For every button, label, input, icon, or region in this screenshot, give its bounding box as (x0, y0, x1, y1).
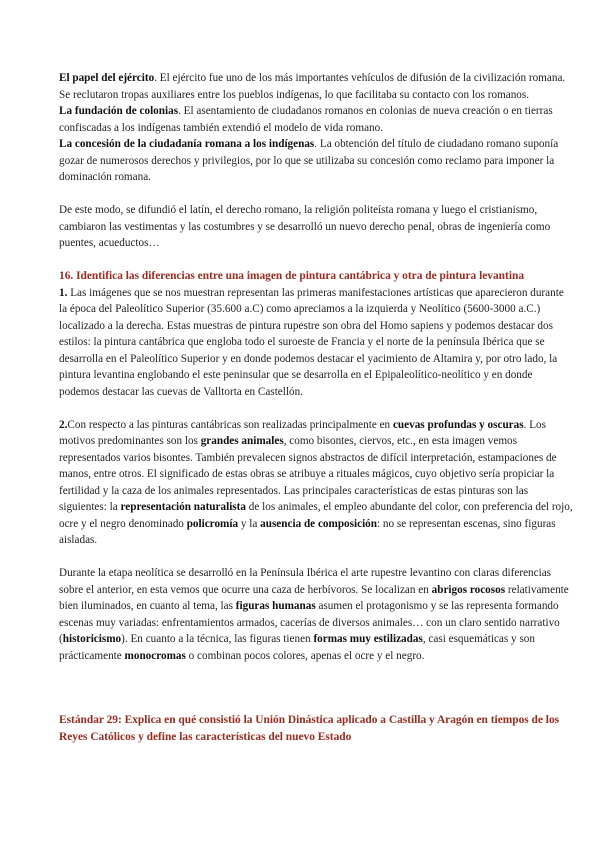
spacer (59, 549, 574, 566)
paragraph-text: . Los motivos predominantes son los (59, 418, 546, 447)
bold-term: formas muy estilizadas (313, 633, 423, 645)
paragraph-text: Durante la etapa neolítica se desarrolló en la Península Ibérica el arte rupestre levantino con claras diferencias sobre el anterior, en esta vemos que ocurre una caza de herbívoros. Se localizan en (59, 567, 552, 596)
paragraph-text: o combinan pocos colores, apenas el ocre y el negro. (185, 649, 425, 662)
paragraph-citizenship (59, 136, 574, 186)
bold-term: historicismo (62, 633, 122, 645)
bold-term: representación naturalista (120, 501, 246, 513)
bold-term: El papel del ejército (59, 72, 155, 84)
bold-term: cuevas profundas y oscuras (392, 418, 524, 431)
answer-number: 2. (59, 418, 68, 431)
paragraph-text: Las imágenes que se nos muestran representan las primeras manifestaciones artísticas que aparecieron durante la época del Paleolítico Superior (35.600 a.C) como apreciamos a la izquierda y Neolítico (5600-3000 a.C.) localizado a la derecha. Estas muestras de pintura rupestre son obra del Homo sapiens y podemos destacar dos estilos: la pintura cantábrica que engloba todo el suroeste de Francia y el norte de la península Ibérica que se desarrolla en el Paleolítico Superior y en donde podemos destacar el yacimiento de Altamira y, por otro lado, la pintura levantina englobando el este peninsular que se desarrolla en el Epipaleolítico-neolítico y en donde podemos destacar las cuevas de Valltorta en Castellón. (59, 286, 564, 398)
paragraph-text: de los animales, el empleo abundante del color, con preferencia del rojo, ocre y el negro denominado (59, 501, 573, 530)
bold-term: La fundación de colonias (59, 105, 179, 117)
question-16-heading: 16. Identifica las diferencias entre una imagen de pintura cantábrica y otra de pintura levantina (59, 270, 525, 282)
paragraph-text: , casi esquemáticas y son prácticamente (59, 633, 535, 662)
spacer (59, 400, 574, 417)
spacer (59, 186, 574, 203)
bold-term: ausencia de composición (260, 517, 377, 530)
paragraph-text: . La obtención del título de ciudadano romano suponía gozar de numerosos derechos y privilegios, por lo que se utilizaba su concesión como reclamo para imponer la dominación romana. (59, 138, 559, 183)
paragraph-conclusion: De este modo, se difundió el latín, el derecho romano, la religión politeísta romana y luego el cristianismo, cambiaron las vestimentas y las costumbres y se desarrolló un nuevo derecho penal, obras de ingeniería como puentes, acueductos… (59, 204, 551, 249)
paragraph-text: . El ejército fue uno de los más importantes vehículos de difusión de la civilización romana. Se reclutaron tropas auxiliares entre los pueblos indígenas, lo que facilitaba su contacto con los romanos. (59, 72, 566, 101)
paragraph-text: . El asentamiento de ciudadanos romanos en colonias de nueva creación o en tierras confiscadas a los indígenas también extendió el modelo de vida romano. (59, 105, 553, 134)
paragraph-text: : no se representan escenas, sino figuras aisladas. (59, 517, 556, 546)
paragraph-colonies (59, 103, 574, 136)
estandar-29-heading: Estándar 29: Explica en qué consistió la Unión Dinástica aplicado a Castilla y Aragón en tiempos de los Reyes Católicos y define las características del nuevo Estado (59, 714, 560, 743)
answer-2 (59, 417, 574, 549)
paragraph-text: y la (238, 517, 261, 530)
answer-1 (59, 285, 574, 401)
paragraph-text: asumen el protagonismo y se las representa formando escenas muy variadas: enfrentamientos armados, cacerías de diversos animales… con un claro sentido narrativo ( (59, 600, 560, 645)
spacer (59, 664, 574, 712)
bold-term: policromía (186, 517, 239, 530)
bold-term: La concesión de la ciudadanía romana a los indígenas (59, 138, 315, 150)
bold-term: abrigos rocosos (431, 583, 506, 596)
answer-3 (59, 565, 574, 664)
paragraph-text: ). En cuanto a la técnica, las figuras tienen (121, 633, 314, 645)
bold-term: monocromas (124, 649, 186, 662)
paragraph-text: relativamente bien iluminados, en cuanto al tema, las (59, 583, 569, 612)
paragraph-text: , como bisontes, ciervos, etc., en esta imagen vemos representados varios bisontes. También prevalecen signos abstractos de difícil interpretación, estampaciones de manos, entre otros. El significado de estas obras se atribuye a rituales mágicos, cuyo objetivo sería propiciar la fertilidad y la caza de los animales representados. Las principales características de estas pinturas son las siguientes: la (59, 435, 557, 513)
bold-term: figuras humanas (235, 600, 316, 612)
bold-term: grandes animales (200, 435, 284, 447)
paragraph-army (59, 70, 574, 103)
spacer (59, 252, 574, 269)
answer-number: 1. (59, 286, 68, 299)
paragraph-text: Con respecto a las pinturas cantábricas son realizadas principalmente en (67, 418, 393, 431)
